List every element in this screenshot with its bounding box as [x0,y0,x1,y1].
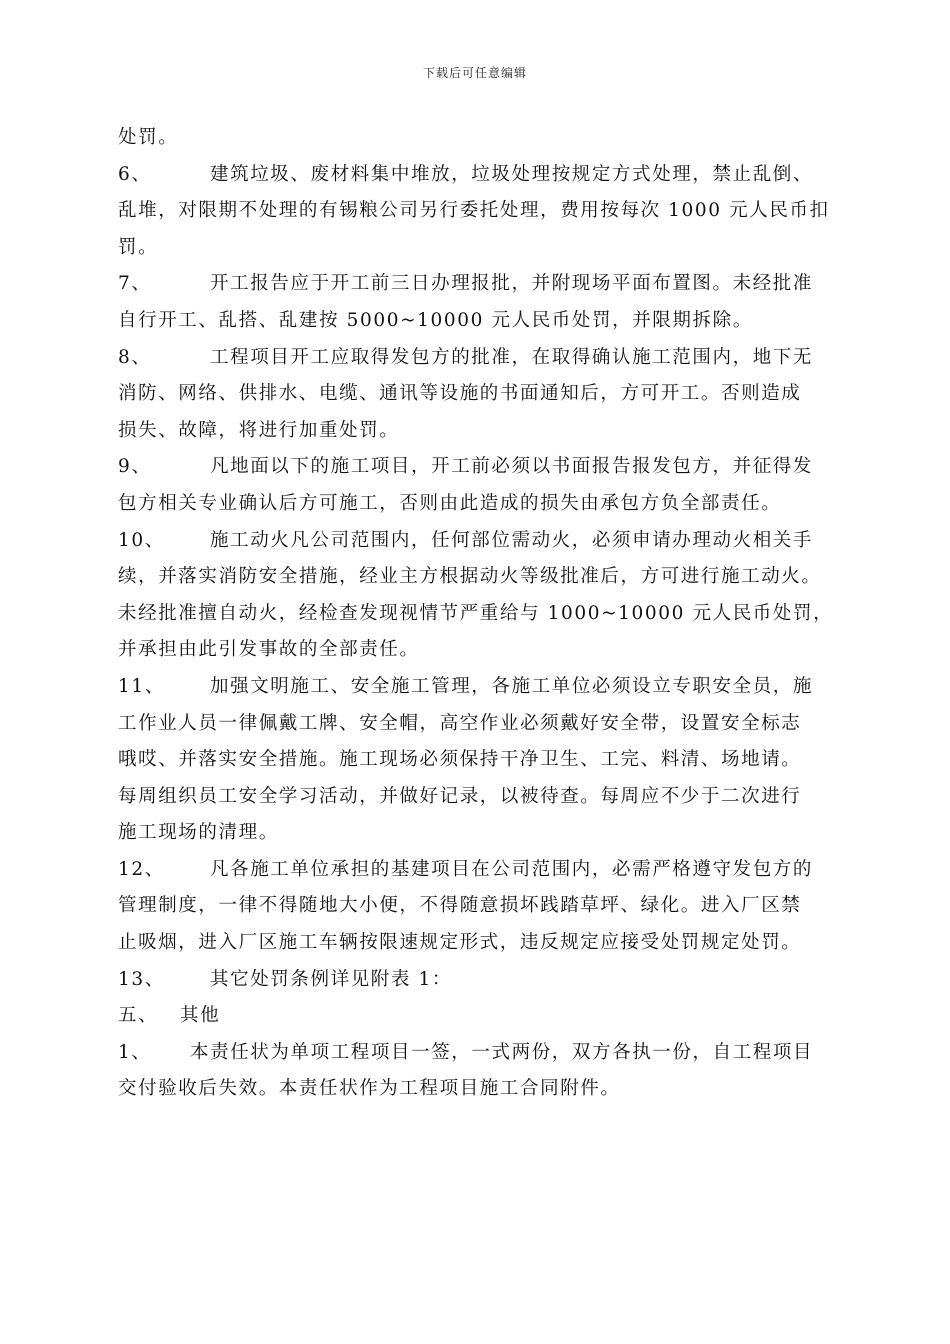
list-item-11 [118,669,838,706]
item-number: 10、 [118,529,165,551]
line-text: 施工动火凡公司范围内，任何部位需动火，必须申请办理动火相关手 [210,529,814,551]
line-text: 乱堆，对限期不处理的有锡粮公司另行委托处理，费用按每次 1000 元人民币扣 [118,200,830,222]
line-text: 消防、网络、供排水、电缆、通讯等设施的书面通知后，方可开工。否则造成 [118,383,802,405]
line-text: 包方相关专业确认后方可施工，否则由此造成的损失由承包方负全部责任。 [118,492,782,514]
text-line [118,742,838,779]
text-line [118,1071,838,1108]
item-number: 6、 [118,163,152,185]
line-text: 每周组织员工安全学习活动，并做好记录，以被待查。每周应不少于二次进行 [118,785,802,807]
document-body [118,120,838,1108]
text-line [118,706,838,743]
list-item-1 [118,1035,838,1072]
list-item-8 [118,340,838,377]
item-number: 12、 [118,858,165,880]
item-number: 7、 [118,273,152,295]
list-item-7 [118,266,838,303]
text-line [118,779,838,816]
section-number: 五、 [118,1005,159,1027]
text-line [118,303,838,340]
text-line [118,596,838,633]
text-line [118,120,838,157]
page-header: 下载后可任意编辑 [422,66,527,80]
text-line [118,486,838,523]
line-text: 哦哎、并落实安全措施。施工现场必须保持干净卫生、工完、料清、场地请。 [118,749,802,771]
item-number: 11、 [118,675,165,697]
text-line [118,815,838,852]
line-text: 管理制度，一律不得随地大小便，不得随意损坏践踏草坪、绿化。进入厂区禁 [118,895,802,917]
list-item-10 [118,523,838,560]
text-line [118,413,838,450]
list-item-9 [118,449,838,486]
line-text: 开工报告应于开工前三日办理报批，并附现场平面布置图。未经批准 [210,273,814,295]
text-line [118,888,838,925]
line-text: 并承担由此引发事故的全部责任。 [118,639,420,661]
line-text: 加强文明施工、安全施工管理，各施工单位必须设立专职安全员，施 [210,675,814,697]
text-line [118,559,838,596]
line-text: 续，并落实消防安全措施，经业主方根据动火等级批准后，方可进行施工动火。 [118,566,822,588]
line-text: 建筑垃圾、废材料集中堆放，垃圾处理按规定方式处理，禁止乱倒、 [210,163,814,185]
line-text: 处罚。 [118,127,179,148]
line-text: 其它处罚条例详见附表 1： [210,968,452,990]
item-number: 13、 [118,968,165,990]
section-heading-5 [118,998,838,1035]
text-line [118,193,838,230]
list-item-6 [118,157,838,194]
text-line [118,925,838,962]
line-text: 施工现场的清理。 [118,822,279,844]
item-number: 8、 [118,346,152,368]
line-text: 工程项目开工应取得发包方的批准，在取得确认施工范围内，地下无 [210,346,814,368]
line-text: 罚。 [118,236,159,258]
line-text: 凡地面以下的施工项目，开工前必须以书面报告报发包方，并征得发 [210,456,814,478]
line-text: 止吸烟，进入厂区施工车辆按限速规定形式，违反规定应接受处罚规定处罚。 [118,932,802,954]
line-text: 损失、故障，将进行加重处罚。 [118,419,400,441]
line-text: 未经批准擅自动火，经检查发现视情节严重给与 1000~10000 元人民币处罚， [118,602,834,624]
text-line [118,632,838,669]
line-text: 自行开工、乱搭、乱建按 5000~10000 元人民币处罚，并限期拆除。 [118,309,753,331]
item-number: 1、 [118,1041,152,1063]
section-title: 其他 [180,1005,221,1027]
text-line [118,230,838,267]
list-item-12 [118,852,838,889]
item-number: 9、 [118,456,152,478]
line-text: 本责任状为单项工程项目一签，一式两份，双方各执一份，自工程项目 [190,1041,814,1063]
line-text: 凡各施工单位承担的基建项目在公司范围内，必需严格遵守发包方的 [210,858,814,880]
line-text: 交付验收后失效。本责任状作为工程项目施工合同附件。 [118,1078,621,1100]
text-line [118,376,838,413]
list-item-13 [118,962,838,999]
line-text: 工作业人员一律佩戴工牌、安全帽，高空作业必须戴好安全带，设置安全标志 [118,712,802,734]
